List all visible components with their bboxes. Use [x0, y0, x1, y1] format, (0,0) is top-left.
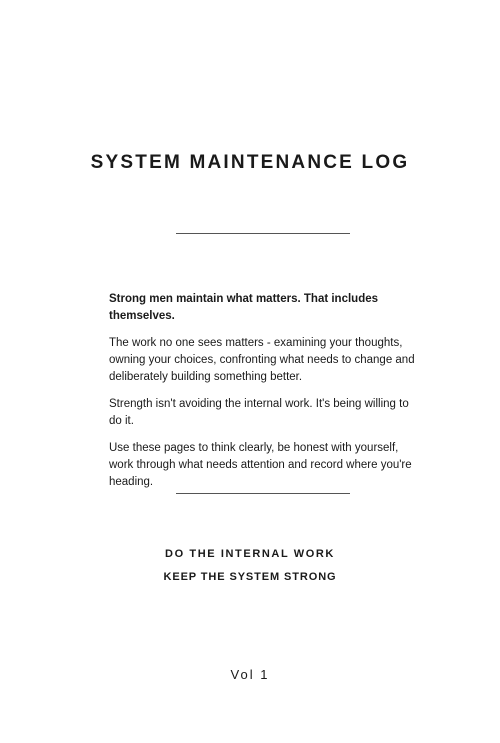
bottom-divider	[176, 493, 350, 494]
intro-paragraph-3: Use these pages to think clearly, be honest with yourself, work through what needs attention and record where you're heading.	[109, 442, 412, 488]
volume-label: Vol 1	[230, 667, 270, 682]
top-divider	[176, 233, 350, 234]
intro-paragraph-1: The work no one sees matters - examining your thoughts, owning your choices, confronting what needs to change and deliberately building something better.	[109, 337, 415, 383]
intro-section	[109, 291, 424, 501]
tagline-1: DO THE INTERNAL WORK	[165, 548, 335, 560]
page-title: SYSTEM MAINTENANCE LOG	[90, 152, 410, 173]
tagline-2: KEEP THE SYSTEM STRONG	[163, 571, 337, 583]
intro-lead: Strong men maintain what matters. That includes themselves.	[109, 293, 379, 322]
intro-paragraph-2: Strength isn't avoiding the internal work. It's being willing to do it.	[109, 398, 409, 427]
